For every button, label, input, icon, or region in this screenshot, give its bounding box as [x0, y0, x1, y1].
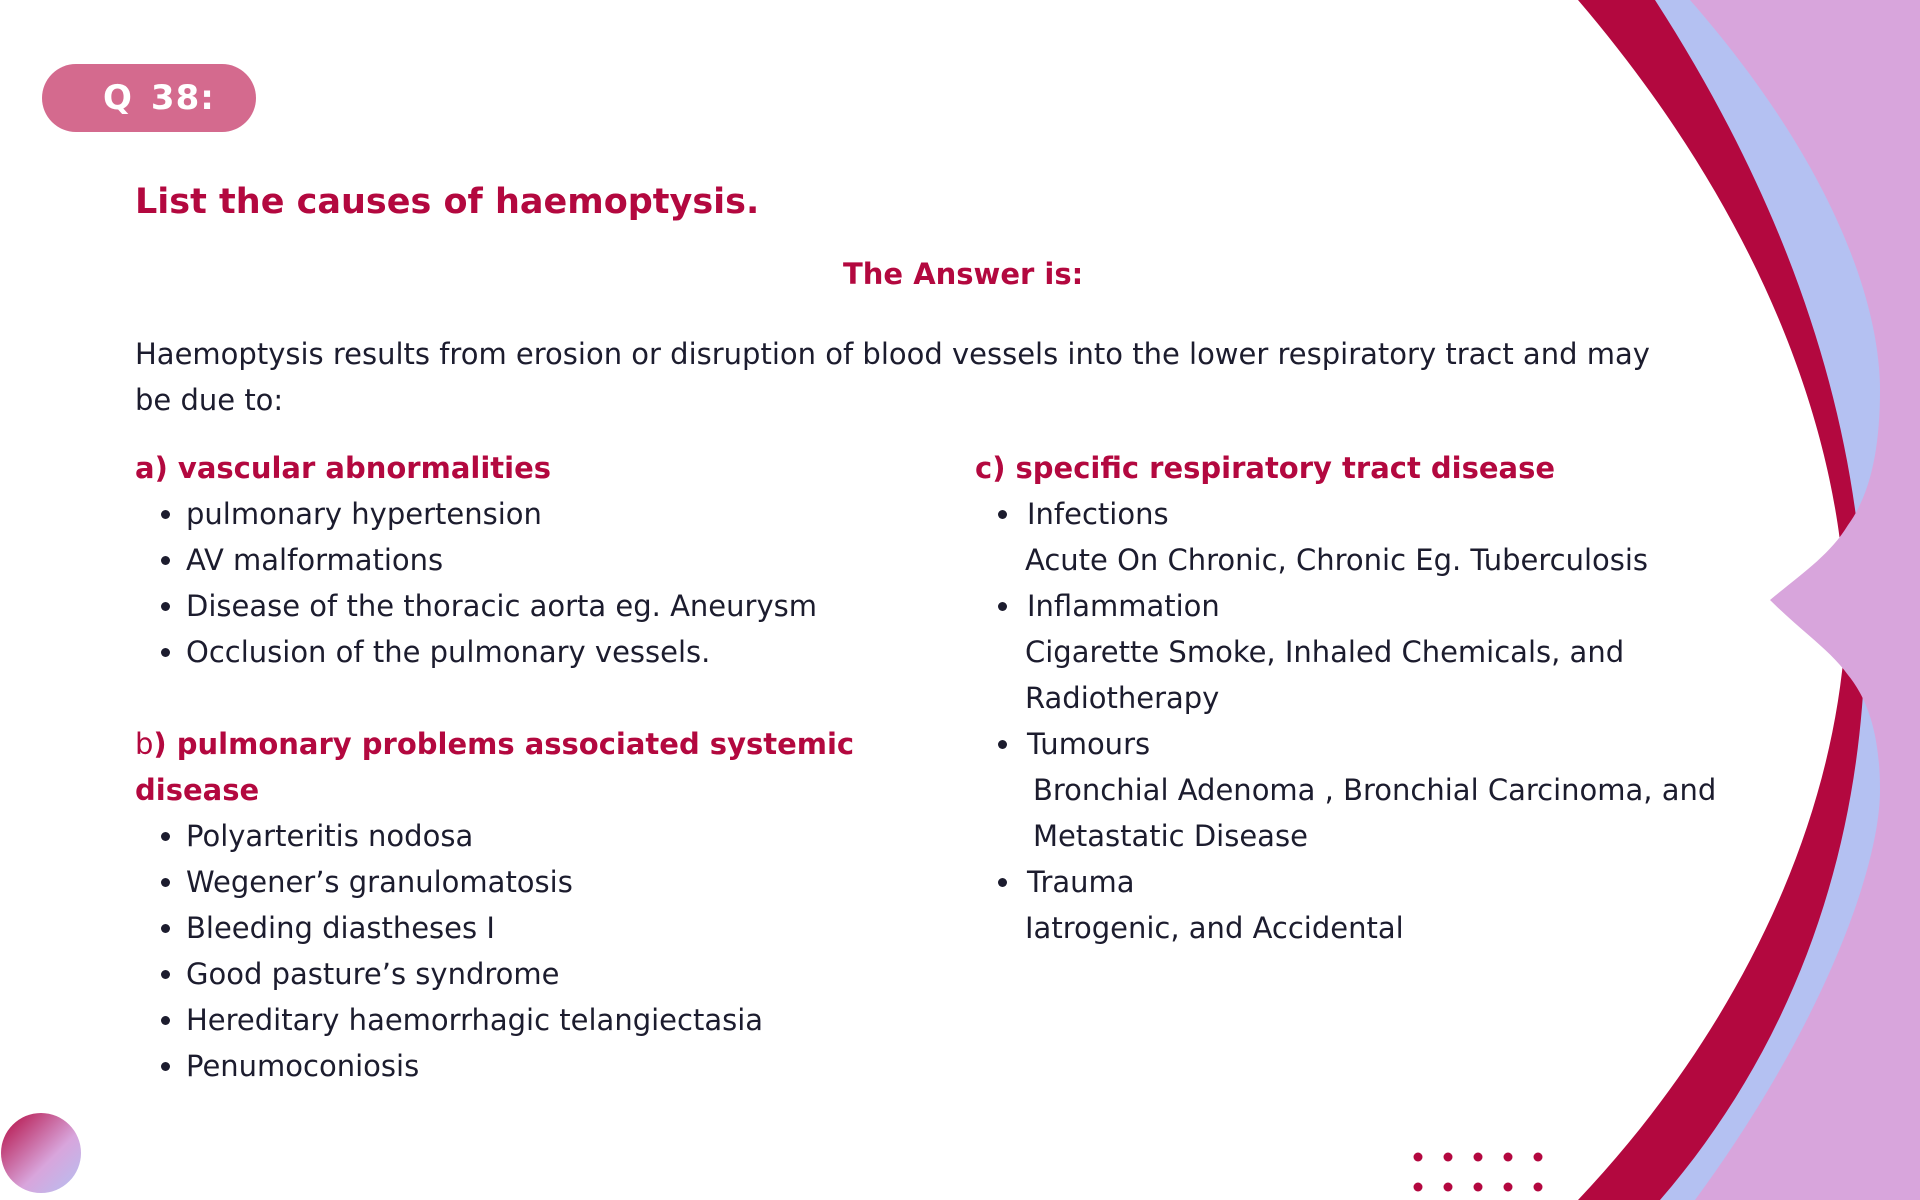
section-b-list	[135, 813, 895, 1089]
section-b-title	[135, 721, 895, 813]
list-item-detail: Cigarette Smoke, Inhaled Chemicals, and	[1025, 635, 1625, 669]
list-item: Good pasture’s syndrome	[135, 951, 895, 997]
right-column	[975, 445, 1795, 951]
decor-dot	[1444, 1153, 1453, 1162]
section-a-title: a) vascular abnormalities	[135, 451, 551, 485]
question-title: List the causes of haemoptysis.	[135, 182, 760, 222]
dot-grid-decoration	[1414, 1153, 1543, 1192]
decor-dot	[1414, 1183, 1423, 1192]
list-item: Polyarteritis nodosa	[135, 813, 895, 859]
list-item-detail: Iatrogenic, and Accidental	[1025, 911, 1404, 945]
answer-heading: The Answer is:	[843, 257, 1084, 291]
question-number-badge	[42, 64, 256, 132]
decor-dot	[1414, 1153, 1423, 1162]
section-c-title: c) specific respiratory tract disease	[975, 451, 1556, 485]
badge-number: 38:	[150, 78, 215, 118]
list-item-tumours: Tumours	[975, 721, 1795, 767]
decor-dot	[1444, 1183, 1453, 1192]
left-column	[135, 445, 895, 1089]
list-item: AV malformations	[135, 537, 895, 583]
decor-dot	[1534, 1183, 1543, 1192]
list-item-detail: Acute On Chronic, Chronic Eg. Tuberculosis	[1025, 543, 1649, 577]
section-c-list	[975, 491, 1795, 951]
decor-dot	[1474, 1183, 1483, 1192]
decor-dot	[1534, 1153, 1543, 1162]
list-item-detail: Metastatic Disease	[1033, 819, 1308, 853]
list-item-inflammation: Inflammation	[975, 583, 1795, 629]
list-item: Disease of the thoracic aorta eg. Aneurysm	[135, 583, 895, 629]
list-item-detail: Radiotherapy	[1025, 681, 1220, 715]
intro-paragraph: Haemoptysis results from erosion or disruption of blood vessels into the lower respiratory tract and may be due to:	[135, 337, 1650, 417]
list-item: Penumoconiosis	[135, 1043, 895, 1089]
list-item-trauma: Trauma	[975, 859, 1795, 905]
decor-dot	[1504, 1153, 1513, 1162]
list-item: Occlusion of the pulmonary vessels.	[135, 629, 895, 675]
decor-dot	[1504, 1183, 1513, 1192]
list-item: Wegener’s granulomatosis	[135, 859, 895, 905]
list-item-infections: Infections	[975, 491, 1795, 537]
list-item: Bleeding diastheses I	[135, 905, 895, 951]
decor-dot	[1474, 1153, 1483, 1162]
badge-letter: Q	[103, 78, 133, 118]
list-item: pulmonary hypertension	[135, 491, 895, 537]
section-a-list	[135, 491, 895, 675]
gradient-circle-decoration	[1, 1113, 81, 1193]
list-item-detail: Bronchial Adenoma , Bronchial Carcinoma, and	[1033, 773, 1717, 807]
list-item: Hereditary haemorrhagic telangiectasia	[135, 997, 895, 1043]
section-b-title-text: ) pulmonary problems associated systemic disease	[135, 727, 855, 807]
section-b-prefix: b	[135, 727, 154, 761]
